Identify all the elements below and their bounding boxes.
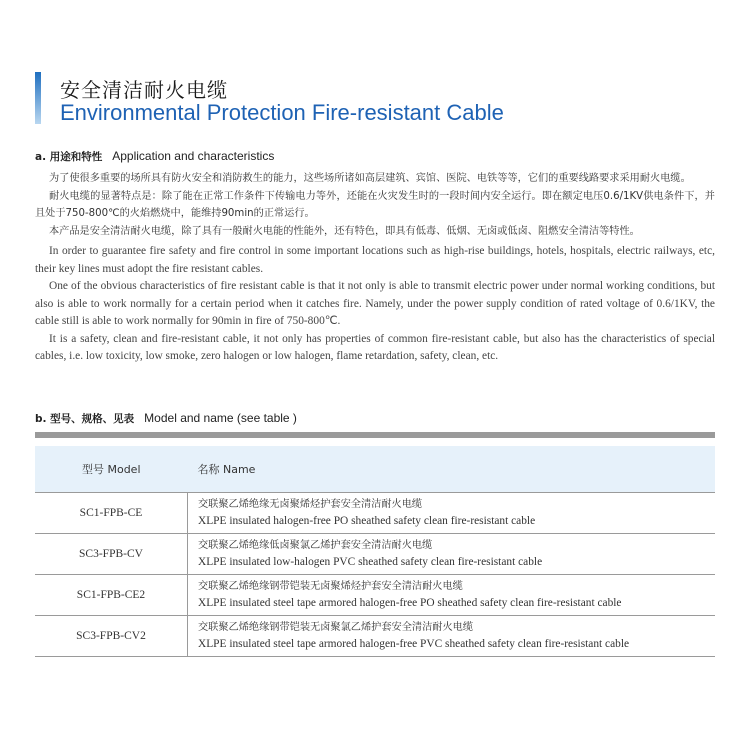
model-code: SC1-FPB-CE: [35, 492, 188, 533]
model-name-cn: 交联聚乙烯绝缘钢带铠装无卤聚烯烃护套安全清洁耐火电缆: [198, 580, 463, 592]
table-row: [35, 615, 715, 656]
table-row: [35, 533, 715, 574]
model-name: [188, 615, 716, 656]
paragraph-en-1: In order to guarantee fire safety and fire control in some important locations such as high-rise buildings, hotels, hospitals, electric railways, etc, their key lines must adopt the fire resistant cables.: [35, 245, 715, 275]
model-table: [35, 446, 715, 657]
page-title-chinese: 安全清洁耐火电缆: [60, 78, 228, 102]
model-name: [188, 533, 716, 574]
paragraph-en-2: One of the obvious characteristics of fire resistant cable is that it not only is able to transmit electric power under normal working conditions, but also is able to work normally for a certain period when it catches fire. Namely, under the power supply condition of rated voltage of 0.6/1KV, the cable still is able to work normally for 90min in fire of 750-800℃.: [35, 280, 715, 327]
model-name-en: XLPE insulated low-halogen PVC sheathed safety clean fire-resistant cable: [198, 555, 543, 568]
paragraph-cn-1: 为了使很多重要的场所具有防火安全和消防救生的能力，这些场所诸如高层建筑、宾馆、医院、电铁等等，它们的重要线路要求采用耐火电缆。: [49, 173, 691, 184]
model-name-cn: 交联聚乙烯绝缘无卤聚烯烃护套安全清洁耐火电缆: [198, 498, 423, 510]
model-name-cn: 交联聚乙烯绝缘低卤聚氯乙烯护套安全清洁耐火电缆: [198, 539, 433, 551]
section-a-heading-cn: a. 用途和特性: [35, 151, 103, 163]
model-code: SC3-FPB-CV2: [35, 615, 188, 656]
table-row: [35, 574, 715, 615]
model-name-en: XLPE insulated steel tape armored halogen-free PVC sheathed safety clean fire-resistant cable: [198, 637, 630, 650]
paragraph-cn-2: 耐火电缆的显著特点是：除了能在正常工作条件下传输电力等外，还能在火灾发生时的一段时间内安全运行。即在额定电压0.6/1KV供电条件下，并且处于750-800℃的火焰燃烧中，能维持90min的正常运行。: [35, 190, 715, 219]
section-b-heading-en: Model and name (see table ): [144, 411, 297, 425]
title-accent-bar: [35, 72, 41, 124]
section-a-heading-en: Application and characteristics: [112, 149, 275, 163]
table-row: [35, 492, 715, 533]
model-name-en: XLPE insulated halogen-free PO sheathed safety clean fire-resistant cable: [198, 514, 536, 527]
header-name: 名称 Name: [197, 462, 256, 476]
page-title-english: Environmental Protection Fire-resistant Cable: [60, 100, 504, 125]
model-name-en: XLPE insulated steel tape armored halogen-free PO sheathed safety clean fire-resistant cable: [198, 596, 622, 609]
table-header-row: [35, 446, 715, 492]
model-name-cn: 交联聚乙烯绝缘钢带铠装无卤聚氯乙烯护套安全清洁耐火电缆: [198, 621, 474, 633]
section-a-body: [35, 170, 715, 366]
section-b-heading: [35, 411, 297, 426]
header-model: 型号 Model: [81, 462, 141, 476]
model-code: SC1-FPB-CE2: [35, 574, 188, 615]
section-b-heading-cn: b. 型号、规格、见表: [35, 413, 135, 425]
section-a-heading: [35, 149, 274, 164]
model-code: SC3-FPB-CV: [35, 533, 188, 574]
model-name: [188, 492, 716, 533]
paragraph-en-3: It is a safety, clean and fire-resistant cable, it not only has properties of common fire-resistant cable, but also has the characteristics of special cables, i.e. low toxicity, low smoke, zero halogen or low halogen, flame retardation, safety, clean, etc.: [35, 332, 715, 362]
paragraph-cn-3: 本产品是安全清洁耐火电缆，除了具有一般耐火电能的性能外，还有特色，即具有低毒、低烟、无卤或低卤、阻燃安全清洁等特性。: [49, 225, 640, 237]
model-name: [188, 574, 716, 615]
table-top-rule: [35, 432, 715, 438]
